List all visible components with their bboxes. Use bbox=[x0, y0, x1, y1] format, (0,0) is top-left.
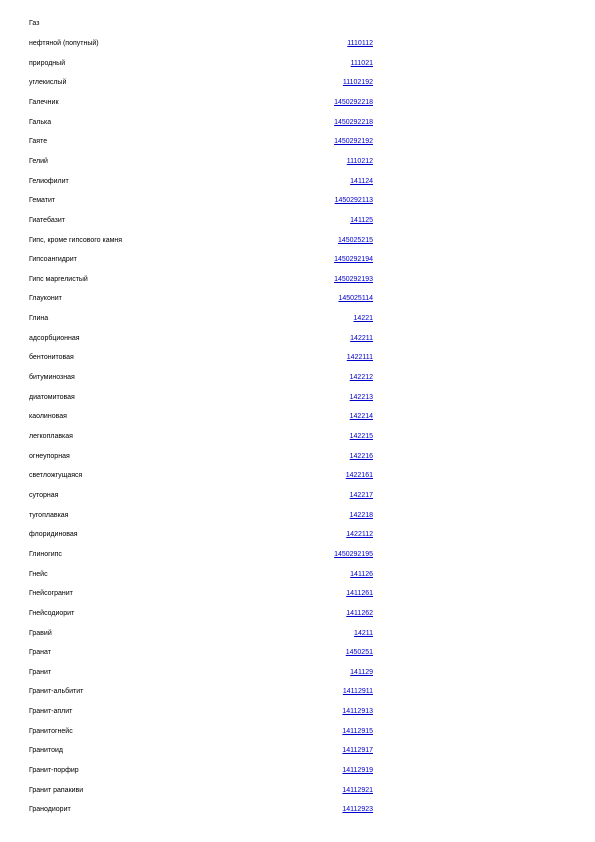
entry-code-link[interactable]: 142213 bbox=[349, 393, 373, 401]
entry-code-link[interactable]: 141126 bbox=[350, 570, 373, 578]
entry-term: битуминозная bbox=[29, 374, 75, 381]
entry-code-link[interactable]: 142214 bbox=[349, 413, 373, 421]
entry-code-link[interactable]: 1450292113 bbox=[334, 197, 373, 205]
document-heading: Газ bbox=[29, 20, 40, 27]
list-item bbox=[0, 59, 595, 69]
entry-term: Гранит-порфир bbox=[29, 767, 79, 774]
entry-code-link[interactable]: 141125 bbox=[350, 216, 373, 224]
entry-term: диатомитовая bbox=[29, 393, 75, 401]
entry-code-link[interactable]: 145025114 bbox=[338, 295, 373, 303]
entry-term: Гранитоид bbox=[29, 747, 63, 755]
entry-term: углекислый bbox=[29, 79, 67, 87]
entry-code-link[interactable]: 1450292218 bbox=[334, 118, 373, 126]
entry-term: Гнейсогранит bbox=[29, 590, 73, 598]
entry-code-link[interactable]: 1450292194 bbox=[334, 256, 373, 264]
list-item bbox=[0, 78, 595, 88]
entry-code-link[interactable]: 1110112 bbox=[347, 40, 373, 47]
entry-code-link[interactable]: 145025215 bbox=[337, 236, 373, 244]
list-item bbox=[0, 432, 595, 442]
entry-code-link[interactable]: 1422161 bbox=[345, 472, 373, 480]
entry-term: Гипс, кроме гипсового камня bbox=[29, 236, 123, 244]
entry-term: огнеупорная bbox=[29, 452, 70, 460]
entry-code-link[interactable]: 14112921 bbox=[342, 786, 373, 794]
entry-code-link[interactable]: 1450292195 bbox=[334, 550, 373, 558]
entry-term: Глиногипс bbox=[29, 550, 62, 558]
list-item bbox=[0, 530, 595, 540]
entry-term: Гранит-аплит bbox=[29, 708, 73, 716]
entry-term: Галечник bbox=[29, 98, 59, 106]
entry-code-link[interactable]: 1450292218 bbox=[334, 98, 373, 106]
entry-code-link[interactable]: 11102192 bbox=[342, 79, 373, 87]
entry-code-link[interactable]: 142217 bbox=[349, 491, 373, 499]
entry-term: Гранитогнейс bbox=[29, 727, 73, 735]
entry-term: тугоплавкая bbox=[29, 511, 69, 519]
entry-term: Гаяте bbox=[29, 138, 48, 146]
list-item bbox=[0, 118, 595, 128]
entry-term: природный bbox=[29, 59, 66, 67]
list-item bbox=[0, 275, 595, 285]
list-item bbox=[0, 707, 595, 717]
entry-code-link[interactable]: 1450251 bbox=[345, 649, 373, 657]
entry-term: Галька bbox=[29, 118, 52, 126]
list-item bbox=[0, 137, 595, 147]
list-item bbox=[0, 373, 595, 383]
entry-code-link[interactable]: 14112923 bbox=[342, 806, 373, 814]
entry-term: каолиновая bbox=[29, 413, 67, 421]
entry-term: легкоплавкая bbox=[29, 433, 73, 440]
list-item bbox=[0, 452, 595, 462]
list-item bbox=[0, 157, 595, 167]
entry-code-link[interactable]: 141129 bbox=[350, 668, 373, 676]
entry-code-link[interactable]: 14112919 bbox=[342, 767, 373, 774]
entry-term: Гранит bbox=[29, 668, 52, 676]
entry-code-link[interactable]: 14112913 bbox=[342, 708, 373, 716]
entry-term: Гнейсодиорит bbox=[29, 609, 75, 617]
list-item bbox=[0, 98, 595, 108]
entry-code-link[interactable]: 142216 bbox=[349, 452, 373, 460]
entry-term: флоридиновая bbox=[29, 531, 78, 539]
list-item bbox=[0, 648, 595, 658]
entry-code-link[interactable]: 111021 bbox=[350, 59, 373, 67]
list-item bbox=[0, 334, 595, 344]
entry-code-link[interactable]: 142215 bbox=[349, 433, 373, 440]
list-item bbox=[0, 314, 595, 324]
list-item bbox=[0, 255, 595, 265]
list-item bbox=[0, 471, 595, 481]
entry-term: Гематит bbox=[29, 197, 56, 205]
entry-term: Гиатебазит bbox=[29, 216, 65, 224]
entry-term: Гранит-альбитит bbox=[29, 688, 84, 696]
entry-term: Глина bbox=[29, 315, 49, 323]
entry-code-link[interactable]: 142218 bbox=[349, 511, 373, 519]
entry-term: Гранодиорит bbox=[29, 806, 71, 814]
list-item bbox=[0, 589, 595, 599]
entry-code-link[interactable]: 1450292192 bbox=[334, 138, 373, 146]
entry-term: Гнейс bbox=[29, 570, 48, 578]
entry-term: Гелиофилит bbox=[29, 177, 69, 185]
list-item bbox=[0, 491, 595, 501]
list-item bbox=[0, 294, 595, 304]
entry-code-link[interactable]: 1411262 bbox=[346, 609, 373, 617]
entry-code-link[interactable]: 142211 bbox=[350, 334, 373, 342]
entry-term: Гелий bbox=[29, 157, 48, 165]
list-item bbox=[0, 746, 595, 756]
entry-term: Глауконит bbox=[29, 295, 62, 303]
list-item bbox=[0, 39, 595, 49]
list-item bbox=[0, 570, 595, 580]
entry-code-link[interactable]: 14112911 bbox=[342, 688, 373, 696]
entry-code-link[interactable]: 142212 bbox=[349, 374, 373, 381]
entry-code-link[interactable]: 14112915 bbox=[342, 727, 373, 735]
list-item bbox=[0, 196, 595, 206]
entry-code-link[interactable]: 1110212 bbox=[346, 157, 373, 165]
entry-term: бентонитовая bbox=[29, 354, 74, 362]
entry-code-link[interactable]: 1422111 bbox=[346, 354, 373, 362]
list-item bbox=[0, 393, 595, 403]
entry-term: Гипс маргелистый bbox=[29, 275, 88, 283]
entry-code-link[interactable]: 1450292193 bbox=[334, 275, 373, 283]
entry-code-link[interactable]: 1422112 bbox=[346, 531, 373, 539]
list-item bbox=[0, 609, 595, 619]
list-item bbox=[0, 177, 595, 187]
entry-term: суторная bbox=[29, 491, 59, 499]
list-item bbox=[0, 786, 595, 796]
entry-code-link[interactable]: 14112917 bbox=[342, 747, 373, 755]
list-item bbox=[0, 805, 595, 815]
entry-term: светложгущаяся bbox=[29, 472, 83, 480]
list-item bbox=[0, 412, 595, 422]
list-item bbox=[0, 353, 595, 363]
entry-term: Гранат bbox=[29, 649, 51, 657]
entry-term: Гранит рапакиви bbox=[29, 786, 84, 794]
entry-term: нефтяной (попутный) bbox=[29, 40, 99, 47]
entry-code-link[interactable]: 14221 bbox=[353, 315, 373, 323]
list-item bbox=[0, 766, 595, 776]
list-item bbox=[0, 511, 595, 521]
list-item bbox=[0, 629, 595, 639]
entry-code-link[interactable]: 141124 bbox=[350, 177, 373, 185]
list-item bbox=[0, 687, 595, 697]
entry-code-link[interactable]: 14211 bbox=[354, 629, 373, 637]
list-item bbox=[0, 668, 595, 678]
entry-term: Гипсоангидрит bbox=[29, 256, 77, 264]
list-item bbox=[0, 216, 595, 226]
entry-term: адсорбционная bbox=[29, 334, 80, 342]
entry-code-link[interactable]: 1411261 bbox=[346, 590, 373, 598]
list-item bbox=[0, 550, 595, 560]
entry-term: Гравий bbox=[29, 629, 52, 637]
list-item bbox=[0, 236, 595, 246]
list-item bbox=[0, 727, 595, 737]
